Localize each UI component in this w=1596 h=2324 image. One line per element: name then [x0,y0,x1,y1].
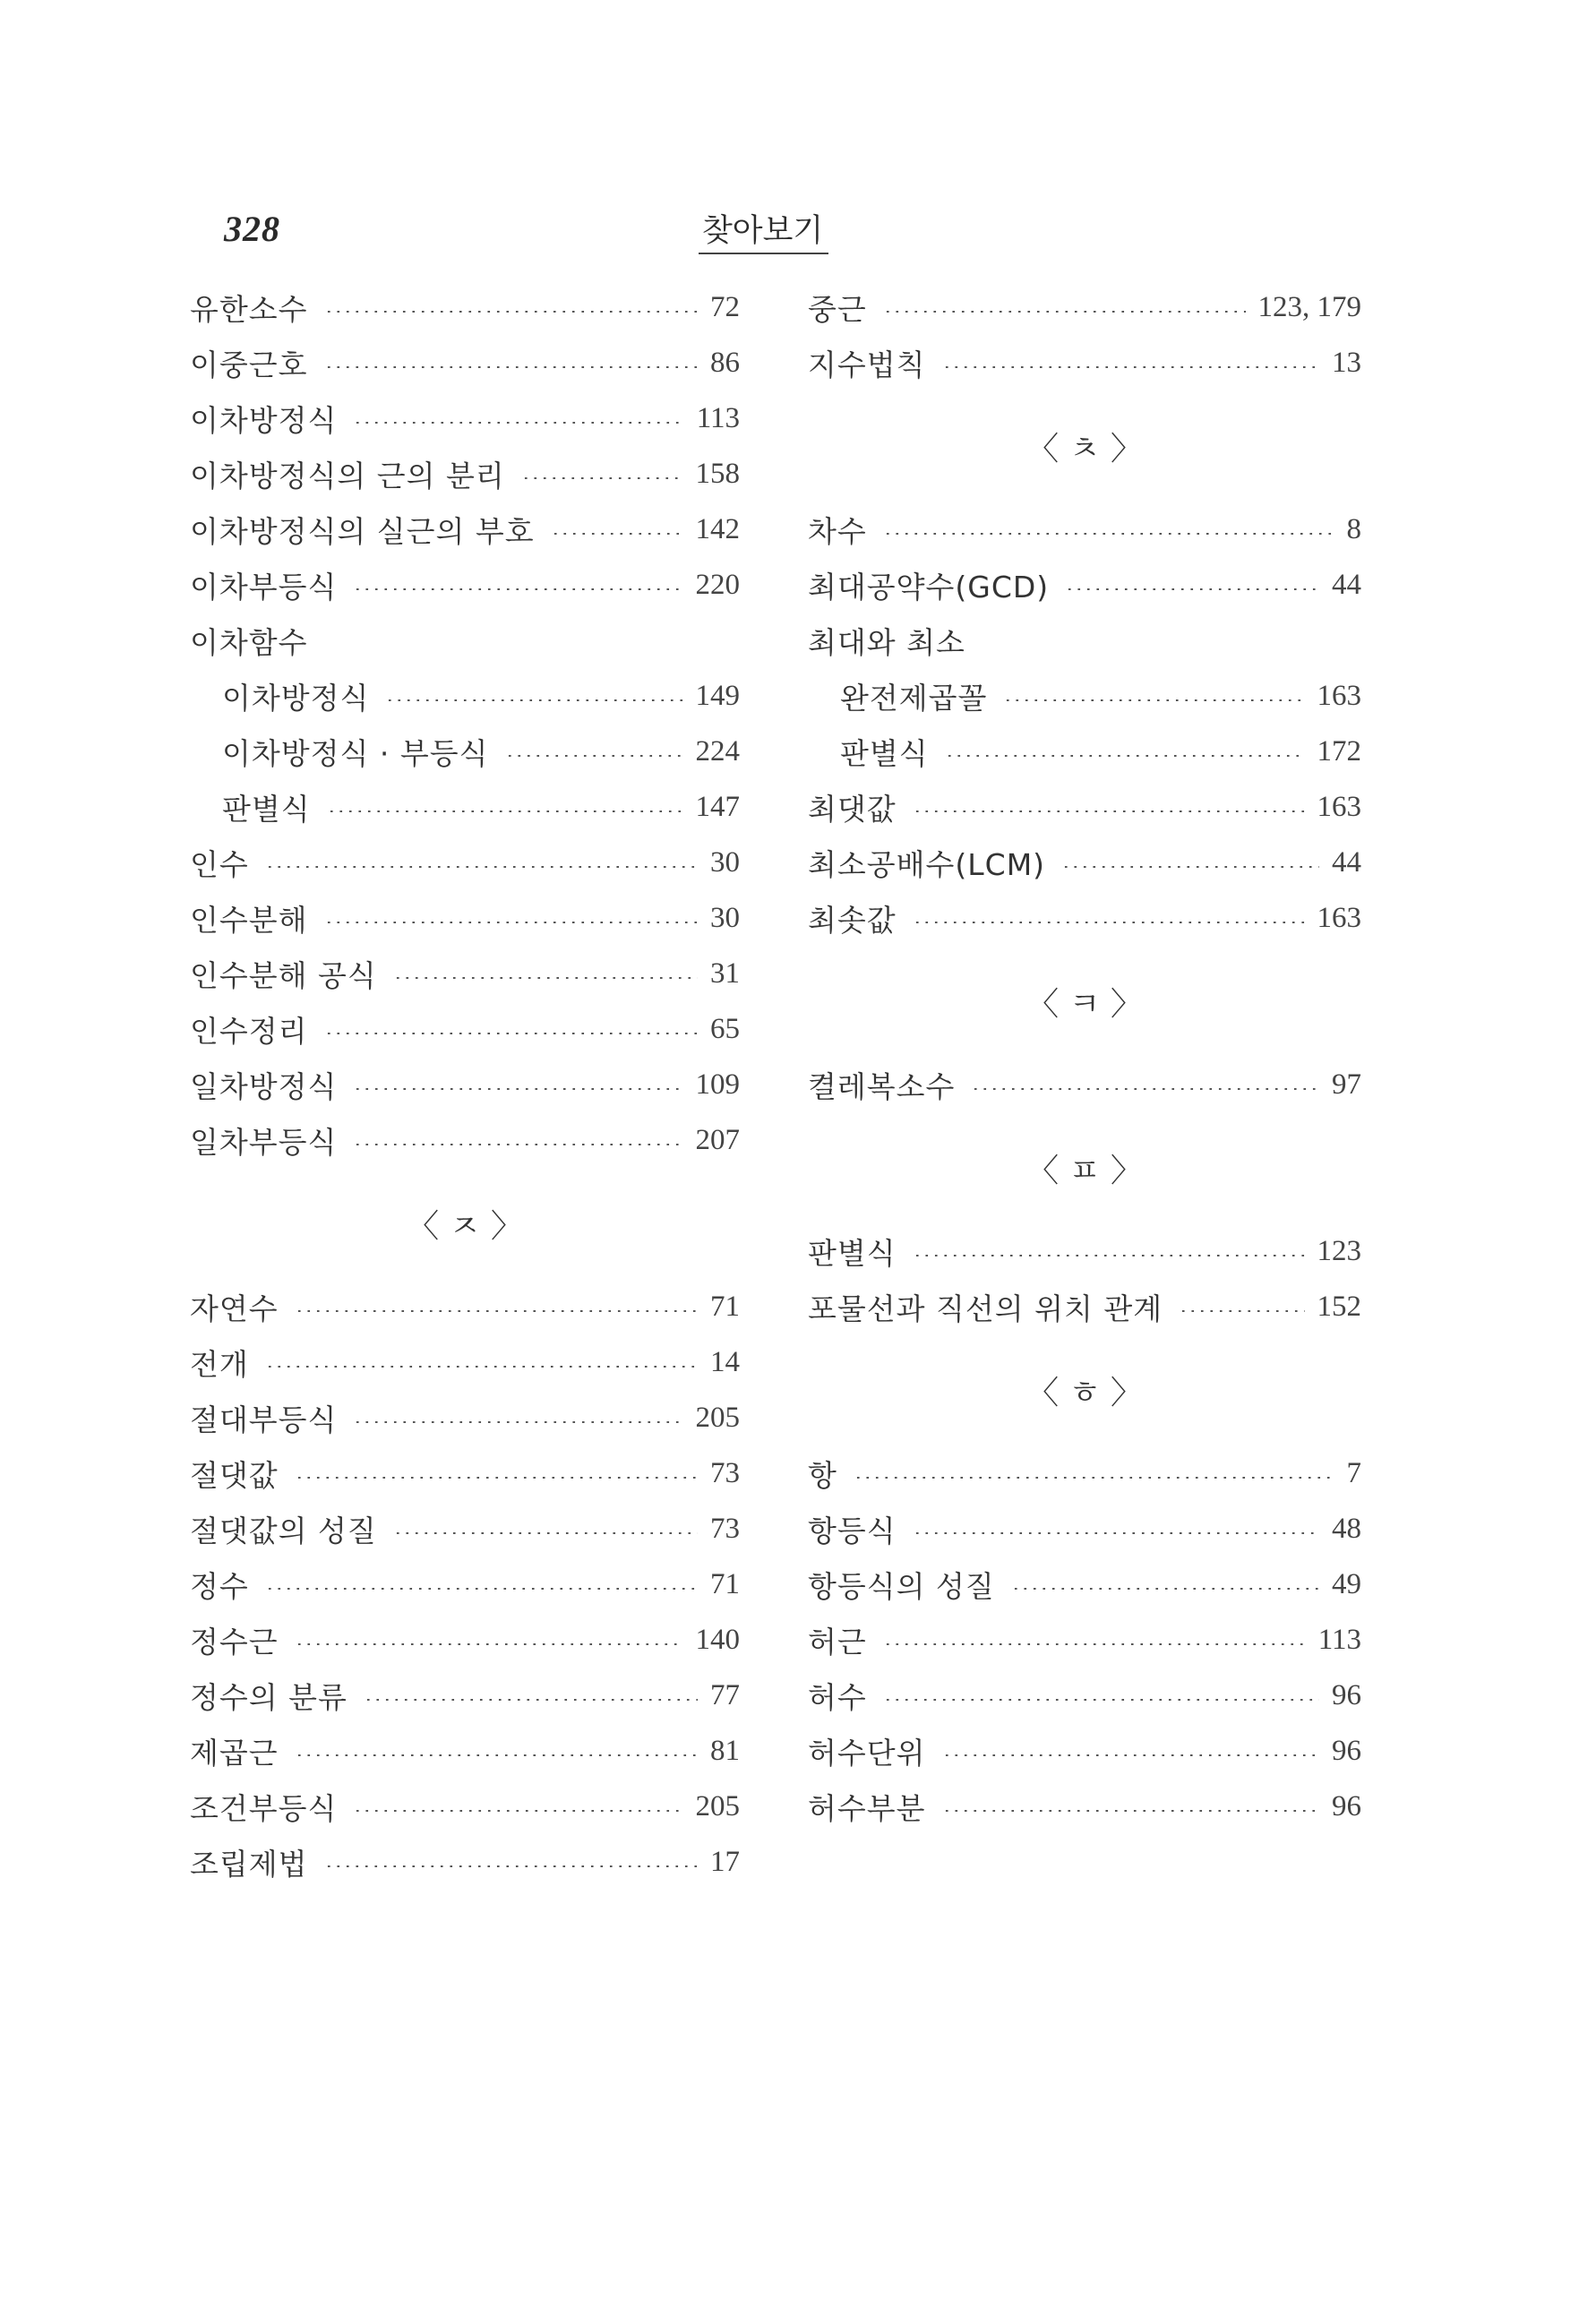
index-term: 절댓값의 성질 [190,1513,377,1548]
dot-leader [883,1699,1319,1701]
index-term: 인수분해 공식 [190,957,377,993]
index-term: 허수부분 [808,1790,926,1826]
index-term: 인수 [190,846,249,882]
index-term: 정수의 분류 [190,1679,348,1715]
index-term: 중근 [808,291,867,327]
dot-leader [971,1088,1319,1090]
index-term: 이차방정식의 실근의 부호 [190,513,535,549]
index-entry [190,1001,740,1057]
index-page-number: 31 [710,956,740,990]
index-subentry [190,779,740,835]
dot-leader [393,977,698,979]
index-entry [808,1779,1361,1834]
index-entry [808,557,1361,613]
index-entry [808,1057,1361,1112]
index-page-number: 172 [1317,734,1361,768]
index-term: 차수 [808,513,867,549]
dot-leader [353,1421,682,1423]
index-page-number: 147 [695,790,740,823]
index-term: 조립제법 [190,1846,308,1882]
index-entry [190,502,740,557]
dot-leader [942,1810,1319,1812]
index-page-number: 163 [1317,901,1361,934]
index-entry [190,279,740,335]
page-title: 찾아보기 [699,206,828,254]
index-page-number: 123 [1317,1234,1361,1267]
dot-leader [324,311,698,313]
index-page-number: 44 [1332,568,1361,601]
index-term: 유한소수 [190,291,308,327]
index-term: 이차방정식 [222,680,370,716]
dot-leader [913,810,1305,812]
index-subentry [190,668,740,724]
dot-leader [913,922,1305,923]
dot-leader [295,1643,683,1645]
index-page-number: 44 [1332,845,1361,879]
index-term: 일차부등식 [190,1124,338,1160]
dot-leader [295,1754,698,1756]
index-page-number: 17 [710,1845,740,1878]
dot-leader [942,1754,1319,1756]
index-page-number: 73 [710,1456,740,1489]
index-page-number: 96 [1332,1789,1361,1822]
dot-leader [353,1810,682,1812]
dot-leader [265,866,698,868]
index-entry [808,835,1361,890]
index-term: 일차방정식 [190,1068,338,1104]
index-term: 이차방정식 [190,402,338,438]
index-page-number: 163 [1317,679,1361,712]
index-page-number: 86 [710,346,740,379]
dot-leader [295,1477,698,1479]
section-header: 〈 ㅍ 〉 [1026,1152,1143,1189]
index-term: 이차방정식의 근의 분리 [190,458,505,493]
index-term: 판별식 [840,735,929,771]
index-page-number: 158 [695,457,740,490]
index-page-number: 220 [695,568,740,601]
index-entry [190,1112,740,1168]
index-term: 허수 [808,1679,867,1715]
index-term: 인수정리 [190,1013,308,1049]
index-page-number: 71 [710,1567,740,1600]
index-entry [190,1057,740,1112]
index-entry [190,613,740,668]
section-header: 〈 ㅊ 〉 [1026,430,1143,467]
index-column-right [808,279,1361,1834]
index-page-number: 49 [1332,1567,1361,1600]
dot-leader [883,311,1246,313]
dot-leader [265,1366,698,1368]
dot-leader [364,1699,698,1701]
dot-leader [854,1477,1334,1479]
index-entry [808,613,1361,668]
index-entry [808,1668,1361,1723]
index-page-number: 205 [695,1401,740,1434]
index-entry [808,1612,1361,1668]
index-term: 인수분해 [190,902,308,938]
dot-leader [1003,699,1304,701]
index-entry [190,946,740,1001]
index-page-number: 30 [710,845,740,879]
index-page-number: 224 [695,734,740,768]
index-entry [808,1501,1361,1556]
index-term: 허수단위 [808,1735,926,1771]
index-column-left [190,279,740,1890]
page-number: 328 [224,209,280,249]
index-page-number: 96 [1332,1734,1361,1767]
index-entry [190,446,740,502]
index-entry [190,1723,740,1779]
index-term: 판별식 [808,1235,897,1271]
section-header: 〈 ㅈ 〉 [407,1207,523,1245]
index-term: 이차방정식 · 부등식 [222,735,489,771]
index-entry [808,1445,1361,1501]
index-term: 절댓값 [190,1457,279,1493]
index-entry [190,1279,740,1334]
dot-leader [265,1588,698,1590]
index-page-number: 113 [696,401,740,434]
dot-leader [521,477,683,479]
index-entry [190,1668,740,1723]
index-term: 최댓값 [808,791,897,827]
index-term: 허근 [808,1624,867,1659]
index-term: 지수법칙 [808,347,926,382]
index-term: 포물선과 직선의 위치 관계 [808,1291,1163,1326]
index-page-number: 71 [710,1290,740,1323]
dot-leader [883,533,1334,535]
index-entry [808,1723,1361,1779]
index-page-number: 77 [710,1678,740,1711]
index-entry [190,390,740,446]
index-page-number: 65 [710,1012,740,1045]
index-term: 최대공약수(GCD) [808,569,1050,605]
index-subentry [808,668,1361,724]
index-page-number: 96 [1332,1678,1361,1711]
index-term: 제곱근 [190,1735,279,1771]
index-entry [190,1834,740,1890]
index-page-number: 97 [1332,1068,1361,1101]
index-subentry [808,724,1361,779]
dot-leader [324,1865,698,1867]
index-entry [190,835,740,890]
dot-leader [883,1643,1306,1645]
index-page-number: 13 [1332,346,1361,379]
index-term: 자연수 [190,1291,279,1326]
index-entry [808,779,1361,835]
index-term: 이중근호 [190,347,308,382]
index-term: 항등식의 성질 [808,1568,995,1604]
index-term: 항등식 [808,1513,897,1548]
index-term: 켤레복소수 [808,1068,956,1104]
dot-leader [353,1088,682,1090]
dot-leader [324,922,698,923]
dot-leader [393,1532,698,1534]
index-page-number: 81 [710,1734,740,1767]
index-term: 조건부등식 [190,1790,338,1826]
dot-leader [353,588,682,590]
index-entry [808,1223,1361,1279]
section-header: 〈 ㅋ 〉 [1026,985,1143,1023]
dot-leader [1011,1588,1319,1590]
index-page-number: 152 [1317,1290,1361,1323]
dot-leader [385,699,682,701]
index-page-number: 163 [1317,790,1361,823]
index-term: 최대와 최소 [808,624,965,660]
index-page-number: 48 [1332,1512,1361,1545]
index-entry [190,335,740,390]
dot-leader [324,366,698,368]
index-page-number: 140 [695,1623,740,1656]
index-entry [190,1612,740,1668]
index-page-number: 113 [1317,1623,1361,1656]
index-entry [808,1556,1361,1612]
dot-leader [324,1033,698,1034]
index-entry [808,279,1361,335]
dot-leader [1061,866,1319,868]
index-entry [808,335,1361,390]
section-header: 〈 ㅎ 〉 [1026,1374,1143,1411]
index-entry [190,1390,740,1445]
index-page-number: 149 [695,679,740,712]
dot-leader [353,1144,682,1145]
index-page-number: 142 [695,512,740,545]
index-page-number: 30 [710,901,740,934]
index-entry [190,1501,740,1556]
index-term: 최솟값 [808,902,897,938]
dot-leader [551,533,683,535]
index-term: 항 [808,1457,837,1493]
dot-leader [913,1532,1319,1534]
dot-leader [353,422,683,424]
index-entry [190,1445,740,1501]
dot-leader [327,810,683,812]
index-entry [190,1779,740,1834]
dot-leader [295,1310,698,1312]
index-term: 이차함수 [190,624,308,660]
index-page-number: 72 [710,290,740,323]
index-page-number: 7 [1346,1456,1361,1489]
index-term: 정수근 [190,1624,279,1659]
index-page-number: 73 [710,1512,740,1545]
dot-leader [1065,588,1319,590]
dot-leader [913,1255,1305,1256]
index-entry [190,1556,740,1612]
index-term: 최소공배수(LCM) [808,846,1046,882]
index-entry [808,502,1361,557]
index-term: 절대부등식 [190,1402,338,1437]
index-term: 이차부등식 [190,569,338,605]
index-page-number: 8 [1346,512,1361,545]
index-page-number: 123, 179 [1257,290,1361,323]
index-entry [190,1334,740,1390]
index-entry [808,1279,1361,1334]
dot-leader [945,755,1305,757]
index-entry [190,890,740,946]
dot-leader [1179,1310,1304,1312]
dot-leader [942,366,1319,368]
index-page-number: 14 [710,1345,740,1378]
index-term: 판별식 [222,791,311,827]
index-subentry [190,724,740,779]
index-term: 전개 [190,1346,249,1382]
index-term: 완전제곱꼴 [840,680,988,716]
index-page-number: 109 [695,1068,740,1101]
dot-leader [505,755,683,757]
index-entry [808,890,1361,946]
index-entry [190,557,740,613]
index-term: 정수 [190,1568,249,1604]
index-page-number: 207 [695,1123,740,1156]
index-page-number: 205 [695,1789,740,1822]
